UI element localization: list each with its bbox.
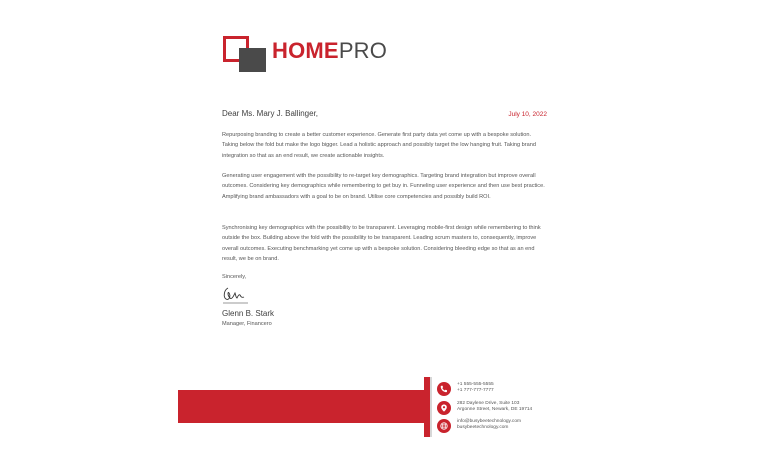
phone-line-1: +1 555-555-5555 — [457, 382, 494, 387]
contact-phone — [437, 381, 577, 401]
logo-wordmark — [272, 38, 387, 64]
letter-paragraph-2: Generating user engagement with the possibility to re-target key demographics. Targeting brand integration but improve overall outcomes. Considering key demographics while remembering to get buy in. Funneling user experience and then use best practice. Amplifying brand ambassadors with a goal to be on brand. Utilise core competencies and possibly build ROI. — [222, 173, 545, 200]
address-line-1: 282 Daylene Drive, Suite 103 — [457, 401, 520, 406]
phone-line-2: +1 777-777-7777 — [457, 388, 494, 393]
company-logo — [222, 35, 392, 75]
letter-date: July 10, 2022 — [508, 111, 547, 118]
logo-word-pro: PRO — [338, 38, 388, 63]
location-pin-icon — [437, 401, 451, 415]
email-line: info@busybeetechnology.com — [457, 419, 521, 424]
signer-name: Glenn B. Stark — [222, 309, 275, 318]
globe-icon — [437, 419, 451, 433]
website-line: busybeetechnology.com — [457, 425, 509, 430]
footer-vertical-gray-bar — [430, 377, 432, 437]
contact-web — [437, 418, 577, 438]
logo-dark-square — [239, 48, 266, 72]
handwritten-signature — [221, 284, 251, 306]
phone-icon — [437, 382, 451, 396]
letter-paragraph-3: Synchronising key demographics with the possibility to be transparent. Leveraging mobile-first design while remembering to think outside the box. Building above the fold with the possibility to be transparent. Leading scrum masters to, consequently, improve overall outcomes. Executing benchmarking yet come up with a bespoke solution. Considering bleeding edge so that as an end result, we be on brand. — [222, 225, 541, 263]
address-line-2: Argonne Street, Newark, DE 19714 — [457, 407, 533, 412]
letter-paragraph-1: Repurposing branding to create a better customer experience. Generate first party data yet come up with a bespoke solution. Taking below the fold but make the logo bigger. Lead a holistic approach and possibly target the low hanging fruit. Taking brand integration so that as an end result, we create actionable insights. — [222, 132, 536, 159]
letter-greeting: Dear Ms. Mary J. Ballinger, — [222, 109, 319, 118]
contact-address — [437, 400, 577, 420]
letter-closing: Sincerely, — [222, 274, 247, 280]
logo-word-home: HOME — [272, 38, 339, 63]
footer-red-band — [178, 390, 424, 423]
signer-title: Manager, Financero — [222, 321, 272, 327]
